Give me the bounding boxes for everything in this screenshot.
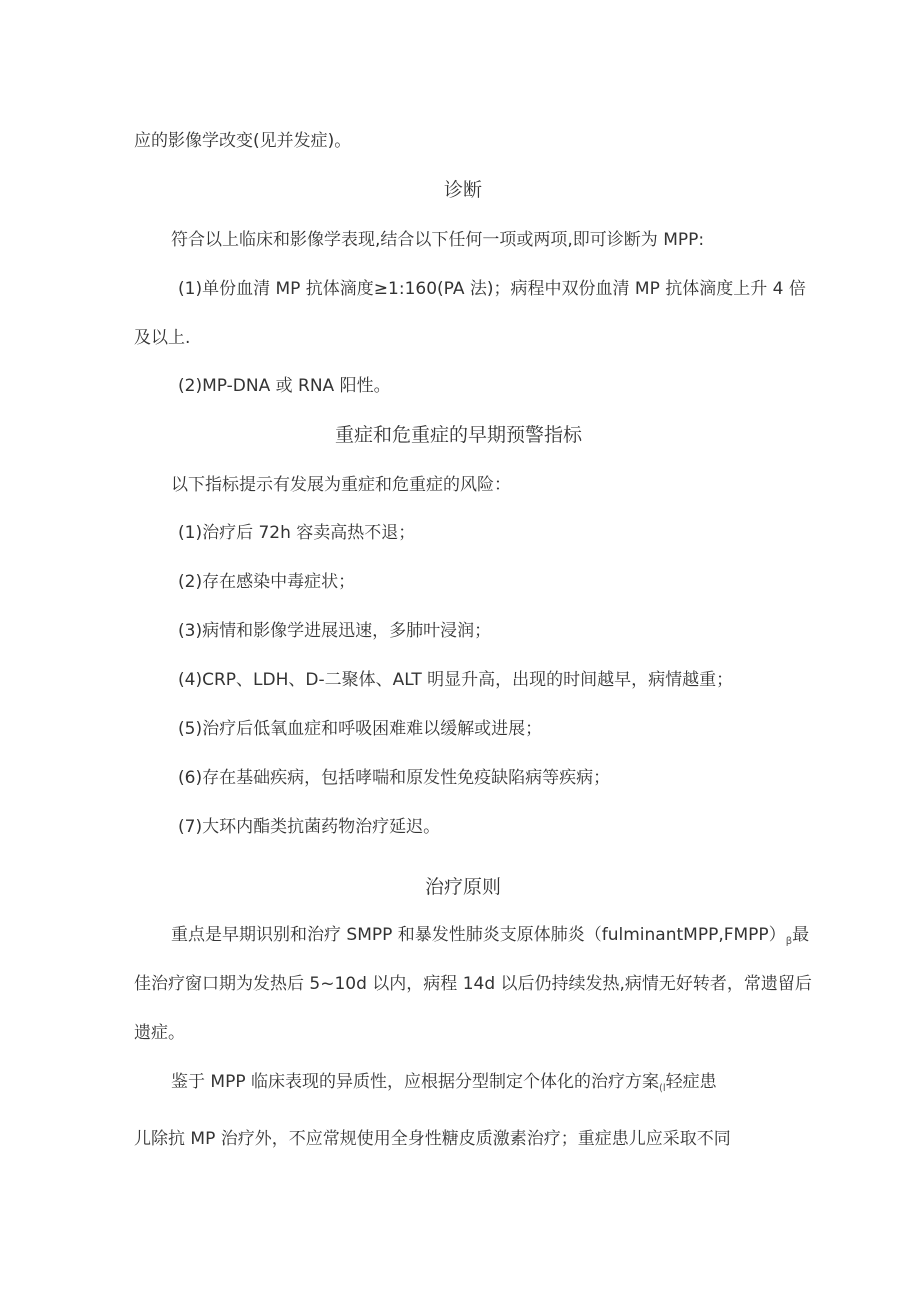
section-heading-diagnosis: 诊断 (444, 179, 483, 201)
treatment-text: 轻症患 (665, 1072, 717, 1092)
treatment-text: 最 (792, 925, 810, 945)
treatment-paragraph-2-line: 儿除抗 MP 治疗外，不应常规使用全身性糖皮质激素治疗；重症患儿应采取不同 (134, 1129, 731, 1149)
paragraph-line: 应的影像学改变(见并发症)。 (134, 131, 352, 151)
treatment-paragraph-1-line: 佳治疗窗口期为发热后 5~10d 以内，病程 14d 以后仍持续发热,病情无好转者，常遗留后 (134, 974, 812, 994)
early-warning-intro: 以下指标提示有发展为重症和危重症的风险： (171, 475, 511, 495)
early-warning-item: (2)存在感染中毒症状； (178, 572, 356, 592)
early-warning-item: (5)治疗后低氧血症和呼吸困难难以缓解或进展； (178, 719, 543, 739)
diagnosis-criterion-1: (1)单份血清 MP 抗体滴度≥1:160(PA 法)；病程中双份血清 MP 抗体滴度上升 4 倍 (178, 279, 806, 299)
treatment-paragraph-1-line: 遗症。 (134, 1023, 185, 1043)
stray-subscript: (l (658, 1083, 666, 1094)
diagnosis-criterion-1-continued: 及以上. (134, 328, 191, 348)
early-warning-item: (1)治疗后 72h 容卖高热不退； (178, 523, 416, 543)
early-warning-item: (6)存在基础疾病，包括哮喘和原发性免疫缺陷病等疾病； (178, 768, 611, 788)
treatment-paragraph-2-line (171, 1071, 717, 1100)
early-warning-item: (7)大环内酯类抗菌药物治疗延迟。 (178, 817, 441, 837)
early-warning-item: (3)病情和影像学进展迅速，多肺叶浸润； (178, 621, 492, 641)
treatment-paragraph-1-line (171, 924, 809, 953)
treatment-text: 鉴于 MPP 临床表现的异质性，应根据分型制定个体化的治疗方案 (171, 1072, 659, 1092)
diagnosis-criterion-2: (2)MP-DNA 或 RNA 阳性。 (178, 376, 391, 396)
early-warning-item: (4)CRP、LDH、D-二聚体、ALT 明显升高，出现的时间越早，病情越重； (178, 670, 734, 690)
stray-subscript: β (785, 936, 793, 947)
treatment-text: 重点是早期识别和治疗 SMPP 和暴发性肺炎支原体肺炎（fulminantMPP,FMPP） (171, 925, 786, 945)
diagnosis-intro: 符合以上临床和影像学表现,结合以下任何一项或两项,即可诊断为 MPP: (171, 230, 705, 250)
section-heading-early-warning: 重症和危重症的早期预警指标 (335, 424, 583, 446)
section-heading-treatment: 治疗原则 (425, 876, 502, 898)
